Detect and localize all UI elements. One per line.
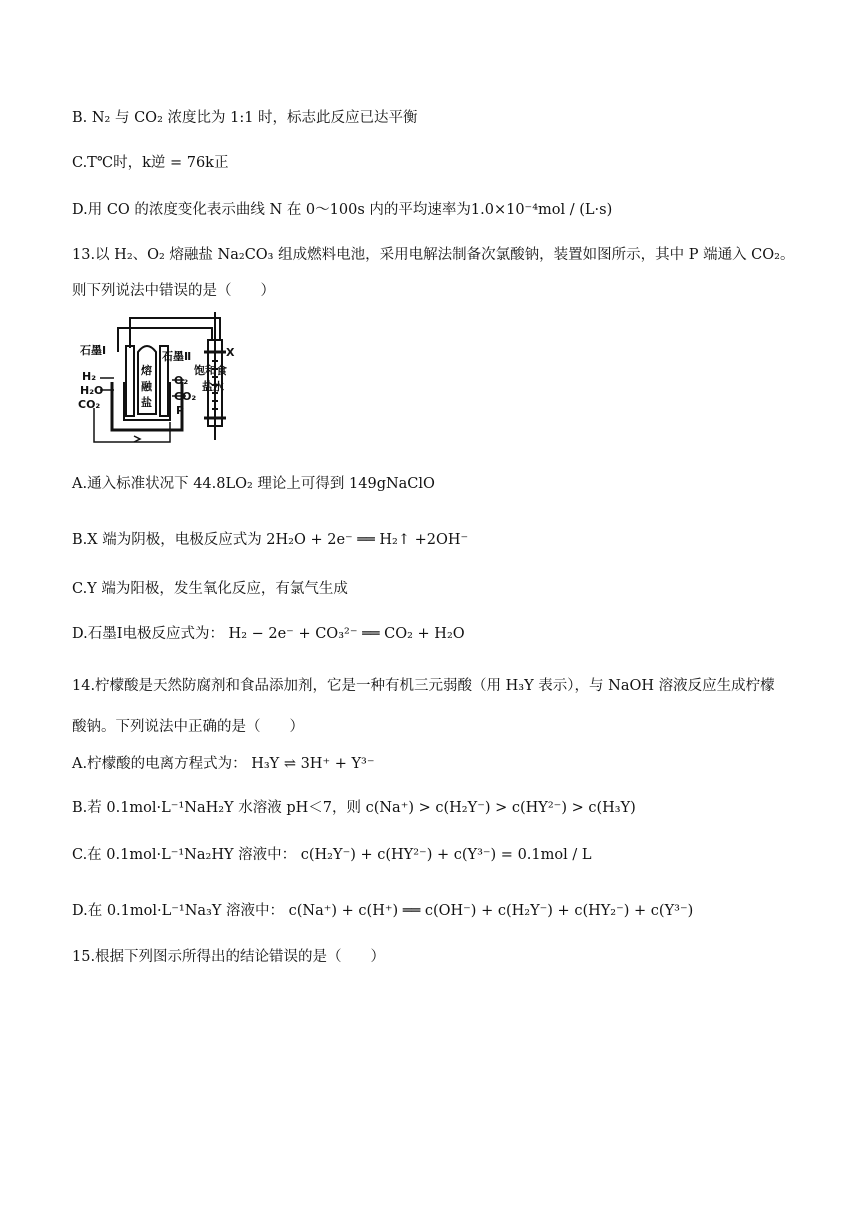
label-co2-left: CO₂	[78, 398, 101, 411]
q13-stem-line2: 则下列说法中错误的是（ ）	[72, 283, 275, 299]
q12-option-c: C.T℃时，k逆 = 76k正	[72, 155, 229, 171]
q13-option-b: B.X 端为阴极，电极反应式为 2H₂O + 2e⁻ ══ H₂↑ +2OH⁻	[72, 532, 469, 548]
label-brine-1: 饱和食	[194, 364, 227, 377]
q13-option-d: D.石墨Ⅰ电极反应式为： H₂ − 2e⁻ + CO₃²⁻ ══ CO₂ + H₂O	[72, 626, 465, 642]
label-graphite-1: 石墨Ⅰ	[80, 344, 107, 357]
q13-option-a: A.通入标准状况下 44.8LO₂ 理论上可得到 149gNaClO	[72, 476, 435, 492]
label-h2o: H₂O	[80, 384, 104, 397]
q14-option-b: B.若 0.1mol·L⁻¹NaH₂Y 水溶液 pH＜7，则 c(Na⁺) > c(H₂Y⁻) > c(HY²⁻) > c(H₃Y)	[72, 800, 636, 816]
label-molten-2: 融	[141, 380, 152, 393]
label-h2: H₂	[82, 370, 97, 383]
label-molten-3: 盐	[141, 396, 152, 409]
q14-stem-line1: 14.柠檬酸是天然防腐剂和食品添加剂，它是一种有机三元弱酸（用 H₃Y 表示），与 NaOH 溶液反应生成柠檬	[72, 678, 775, 694]
q12-option-d: D.用 CO 的浓度变化表示曲线 N 在 0～100s 内的平均速率为1.0×10⁻⁴mol / (L·s)	[72, 202, 613, 218]
q13-option-c: C.Y 端为阳极，发生氧化反应，有氯气生成	[72, 581, 348, 597]
q14-option-d: D.在 0.1mol·L⁻¹Na₃Y 溶液中： c(Na⁺) + c(H⁺) ══ c(OH⁻) + c(H₂Y⁻) + c(HY₂⁻) + c(Y³⁻)	[72, 903, 694, 919]
q14-option-a: A.柠檬酸的电离方程式为： H₃Y ⇌ 3H⁺ + Y³⁻	[72, 756, 375, 772]
label-o2: O₂	[174, 374, 189, 387]
label-brine-2: 盐水	[202, 380, 224, 393]
label-molten-1: 熔	[141, 364, 152, 377]
electrolysis-apparatus-diagram	[74, 312, 244, 447]
q13-stem-line1: 13.以 H₂、O₂ 熔融盐 Na₂CO₃ 组成燃料电池，采用电解法制备次氯酸钠，装置如图所示，其中 P 端通入 CO₂。	[72, 247, 795, 263]
label-co2-right: CO₂	[174, 390, 197, 403]
label-p: P	[176, 404, 185, 417]
q14-option-c: C.在 0.1mol·L⁻¹Na₂HY 溶液中： c(H₂Y⁻) + c(HY²⁻) + c(Y³⁻) = 0.1mol / L	[72, 847, 592, 863]
label-x: X	[226, 346, 235, 359]
q15-stem: 15.根据下列图示所得出的结论错误的是（ ）	[72, 949, 386, 965]
q12-option-b: B. N₂ 与 CO₂ 浓度比为 1:1 时，标志此反应已达平衡	[72, 110, 418, 126]
q14-stem-line2: 酸钠。下列说法中正确的是（ ）	[72, 719, 304, 735]
label-graphite-2: 石墨Ⅱ	[162, 350, 192, 363]
